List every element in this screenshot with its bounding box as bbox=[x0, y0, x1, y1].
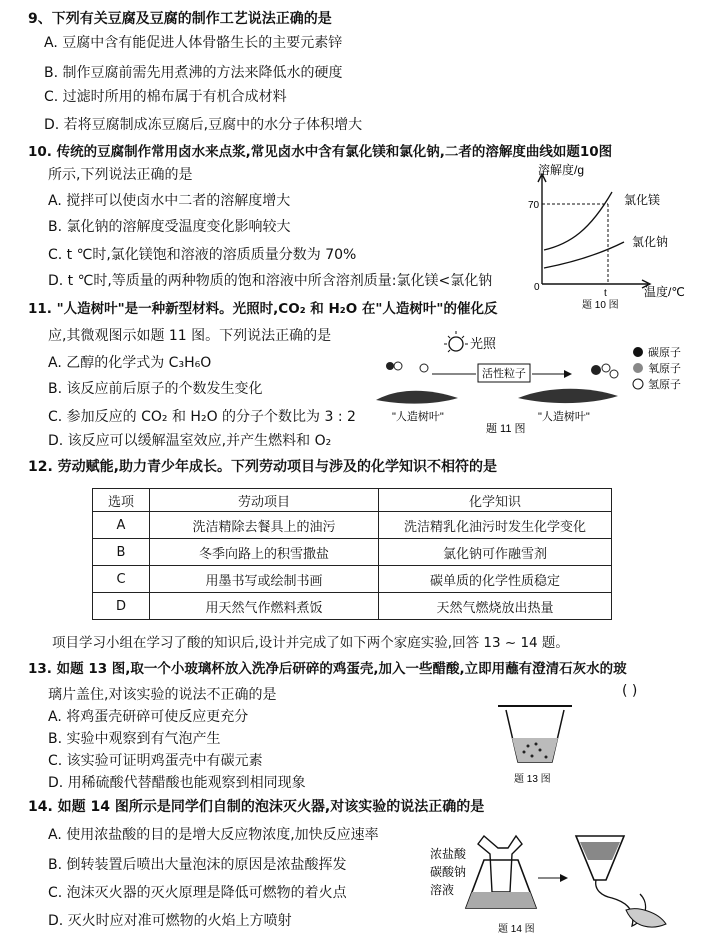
product-molecule-icon bbox=[591, 365, 601, 375]
series-mgcl2-label: 氯化镁 bbox=[624, 193, 661, 207]
q13-option-c: C. 该实验可证明鸡蛋壳中有碳元素 bbox=[48, 753, 263, 769]
table-header-row bbox=[93, 489, 612, 512]
q13-stem-line2: 璃片盖住,对该实验的说法不正确的是 bbox=[48, 687, 277, 703]
legend-carbon-icon bbox=[633, 347, 643, 357]
light-label: 光照 bbox=[470, 336, 497, 351]
row-c-labor: 用墨书写或绘制书画 bbox=[150, 566, 379, 593]
header-labor: 劳动项目 bbox=[150, 489, 379, 512]
figure-14-caption: 题 14 图 bbox=[498, 924, 535, 935]
flask-liquid-icon bbox=[466, 892, 536, 908]
q9-option-c: C. 过滤时所用的棉布属于有机合成材料 bbox=[44, 89, 287, 105]
x-tick-t: t bbox=[604, 288, 607, 299]
liquid-icon bbox=[512, 738, 558, 762]
row-a-knowledge: 洗洁精乳化油污时发生化学变化 bbox=[379, 512, 612, 539]
q10-option-a: A. 搅拌可以使卤水中二者的溶解度增大 bbox=[48, 193, 291, 209]
table-row bbox=[93, 566, 612, 593]
row-c-knowledge: 碳单质的化学性质稳定 bbox=[379, 566, 612, 593]
right-leaf-icon bbox=[518, 389, 618, 403]
solubility-curve-figure bbox=[520, 162, 700, 312]
series-nacl-label: 氯化钠 bbox=[632, 235, 669, 249]
legend-oxygen-icon bbox=[633, 363, 643, 373]
magnesium-chloride-curve bbox=[544, 192, 612, 250]
row-b-labor: 冬季向路上的积雪撒盐 bbox=[150, 539, 379, 566]
left-leaf-icon bbox=[376, 391, 458, 404]
figure-11-caption: 题 11 图 bbox=[486, 423, 526, 435]
q10-option-d: D. t ℃时,等质量的两种物质的饱和溶液中所含溶剂质量:氯化镁<氯化钠 bbox=[48, 273, 493, 289]
labor-table bbox=[92, 488, 612, 620]
figure-10-caption: 题 10 图 bbox=[582, 300, 619, 311]
y-tick-70: 70 bbox=[528, 200, 540, 211]
q13-option-b: B. 实验中观察到有气泡产生 bbox=[48, 731, 221, 747]
q14-option-a: A. 使用浓盐酸的目的是增大反应物浓度,加快反应速率 bbox=[48, 827, 379, 843]
legend-hydrogen-label: 氢原子 bbox=[648, 379, 681, 391]
artificial-leaf-figure bbox=[368, 328, 702, 436]
header-knowledge: 化学知识 bbox=[379, 489, 612, 512]
q9-stem: 9、下列有关豆腐及豆腐的制作工艺说法正确的是 bbox=[28, 11, 332, 27]
molecule-h2o-icon bbox=[420, 364, 428, 372]
label-sodium-carbonate: 碳酸钠 bbox=[430, 865, 467, 879]
product-h-icon bbox=[610, 370, 618, 378]
legend-carbon-label: 碳原子 bbox=[648, 347, 681, 359]
q14-option-c: C. 泡沫灭火器的灭火原理是降低可燃物的着火点 bbox=[48, 885, 347, 901]
sun-icon bbox=[449, 337, 463, 351]
q10-option-b: B. 氯化钠的溶解度受温度变化影响较大 bbox=[48, 219, 291, 235]
row-a-option: A bbox=[93, 512, 150, 539]
table-row bbox=[93, 539, 612, 566]
q9-option-a: A. 豆腐中含有能促进人体骨骼生长的主要元素锌 bbox=[44, 35, 343, 51]
q11-option-a: A. 乙醇的化学式为 C₃H₆O bbox=[48, 355, 212, 371]
label-hydrochloric-acid: 浓盐酸 bbox=[430, 847, 467, 861]
table-row bbox=[93, 512, 612, 539]
row-d-option: D bbox=[93, 593, 150, 620]
q13-option-a: A. 将鸡蛋壳研碎可使反应更充分 bbox=[48, 709, 249, 725]
q11-option-d: D. 该反应可以缓解温室效应,并产生燃料和 O₂ bbox=[48, 433, 332, 449]
header-option: 选项 bbox=[93, 489, 150, 512]
q14-option-b: B. 倒转装置后喷出大量泡沫的原因是浓盐酸挥发 bbox=[48, 857, 347, 873]
label-solution: 溶液 bbox=[430, 883, 455, 897]
q12-stem: 12. 劳动赋能,助力青少年成长。下列劳动项目与涉及的化学知识不相符的是 bbox=[28, 459, 497, 475]
q10-stem-line2: 所示,下列说法正确的是 bbox=[48, 167, 193, 183]
sun-rays-icon bbox=[444, 331, 468, 352]
q11-option-c: C. 参加反应的 CO₂ 和 H₂O 的分子个数比为 3 : 2 bbox=[48, 409, 356, 425]
legend-oxygen-label: 氧原子 bbox=[648, 363, 681, 375]
q11-stem-line1: 11. "人造树叶"是一种新型材料。光照时,CO₂ 和 H₂O 在"人造树叶"的催化反 bbox=[28, 301, 498, 317]
arrow-head-icon bbox=[564, 370, 572, 378]
q13-stem-line1: 13. 如题 13 图,取一个小玻璃杯放入洗净后研碎的鸡蛋壳,加入一些醋酸,立即用蘸有澄清石灰水的玻 bbox=[28, 661, 627, 677]
q13-option-d: D. 用稀硫酸代替醋酸也能观察到相同现象 bbox=[48, 775, 306, 791]
row-a-labor: 洗洁精除去餐具上的油污 bbox=[150, 512, 379, 539]
answer-bracket: ( ) bbox=[622, 683, 638, 699]
catalyst-label: 活性粒子 bbox=[482, 368, 526, 380]
y-axis-label: 溶解度/g bbox=[538, 163, 585, 177]
row-c-option: C bbox=[93, 566, 150, 593]
left-leaf-label: "人造树叶" bbox=[392, 411, 444, 423]
legend-hydrogen-icon bbox=[633, 379, 643, 389]
foam-extinguisher-figure bbox=[426, 830, 702, 936]
origin-label: 0 bbox=[534, 282, 540, 293]
arrow-head-icon bbox=[560, 874, 568, 882]
row-b-knowledge: 氯化钠可作融雪剂 bbox=[379, 539, 612, 566]
q14-stem: 14. 如题 14 图所示是同学们自制的泡沫灭火器,对该实验的说法正确的是 bbox=[28, 799, 485, 815]
row-b-option: B bbox=[93, 539, 150, 566]
product-o-icon bbox=[602, 364, 610, 372]
molecule-co2-icon bbox=[386, 362, 394, 370]
eggshell-cup-figure bbox=[494, 700, 578, 788]
x-axis-label: 温度/℃ bbox=[644, 285, 685, 299]
inner-tube-icon bbox=[478, 836, 522, 892]
experiment-intro: 项目学习小组在学习了酸的知识后,设计并完成了如下两个家庭实验,回答 13 ~ 14 题。 bbox=[52, 635, 569, 651]
q9-option-b: B. 制作豆腐前需先用煮沸的方法来降低水的硬度 bbox=[44, 65, 343, 81]
q14-option-d: D. 灭火时应对准可燃物的火焰上方喷射 bbox=[48, 913, 292, 929]
q10-option-c: C. t ℃时,氯化镁饱和溶液的溶质质量分数为 70% bbox=[48, 247, 357, 263]
q10-stem-line1: 10. 传统的豆腐制作常用卤水来点浆,常见卤水中含有氯化镁和氯化钠,二者的溶解度曲线如题10图 bbox=[28, 144, 613, 160]
q11-option-b: B. 该反应前后原子的个数发生变化 bbox=[48, 381, 263, 397]
q9-option-d: D. 若将豆腐制成冻豆腐后,豆腐中的水分子体积增大 bbox=[44, 117, 363, 133]
table-row bbox=[93, 593, 612, 620]
molecule-o-icon bbox=[394, 362, 402, 370]
row-d-labor: 用天然气作燃料煮饭 bbox=[150, 593, 379, 620]
inverted-flask-liquid-icon bbox=[580, 842, 620, 860]
row-d-knowledge: 天然气燃烧放出热量 bbox=[379, 593, 612, 620]
right-leaf-label: "人造树叶" bbox=[538, 411, 590, 423]
q11-stem-line2: 应,其微观图示如题 11 图。下列说法正确的是 bbox=[48, 328, 332, 344]
figure-13-caption: 题 13 图 bbox=[514, 774, 551, 785]
